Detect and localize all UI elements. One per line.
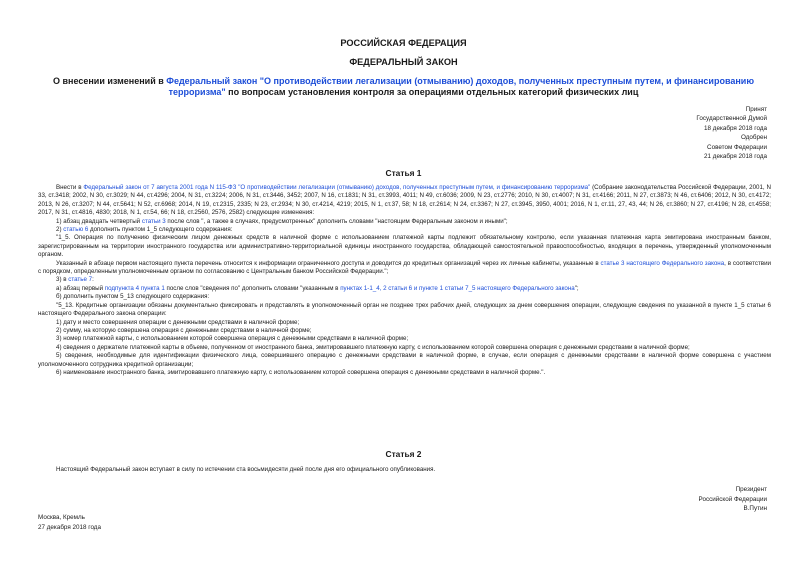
article-3-link[interactable]: статьи 3 [141, 217, 166, 225]
article-3-law-link[interactable]: статье 3 настоящего Федерального закона [600, 259, 725, 267]
paragraph-3b: б) дополнить пунктом 5_13 следующего содержания: [56, 293, 210, 301]
article-2-heading: Статья 2 [385, 449, 422, 459]
item-4: 4) сведения о держателе платежной карты в объеме, полученном от иностранного банка, эмитировавшего платежную карту, с использованием которой совершена операция с денежными средствами в наличной форме; [56, 343, 690, 351]
title-link[interactable]: Федеральный закон "О противодействии легализации (отмыванию) доходов, полученных преступным путем, и финансированию терроризма" [166, 76, 755, 97]
acceptance-block [696, 105, 767, 161]
paragraph-3: 3) в статье 7: [56, 276, 94, 284]
paragraph-2: 2) статью 6 дополнить пунктом 1_5 следующего содержания: [56, 226, 233, 234]
article-1-heading: Статья 1 [385, 168, 422, 178]
approved-body: Советом Федерации [707, 143, 767, 151]
paragraph-1-5: "1_5. Операция по получению физическим лицом денежных средств в наличной форме с использованием платежной карты подлежит обязательному контролю, если указанная платежная карта эмитирована иностранным банком, зарегистрированным на территории иностранного государства или административно-территориальной единицы иностранного государства, обладающей самостоятельной правоспособностью, входящих в перечень, утвержденный уполномоченным органом. [38, 234, 771, 259]
item-5: 5) сведения, необходимые для идентификации физического лица, совершившего операцию с денежными средствами в наличной форме, в случае, если операция с денежными средствами в наличной форме совершена с участием уполномоченного сотрудника кредитной организации; [38, 352, 771, 368]
law-title [40, 76, 767, 98]
accepted-label: Принят [745, 106, 767, 113]
item-1: 1) дату и место совершения операции с денежными средствами в наличной форме; [56, 318, 300, 326]
title-suffix: по вопросам установления контроля за операциями отдельных категорий физических лиц [225, 87, 639, 97]
paragraph-list-access: Указанный в абзаце первом настоящего пункта перечень относится к информации ограниченного доступа и доводится до кредитных организаций через их личные кабинеты, указанные в статье 3 настоящего Федерального закона, в соответствии с порядком, определенным уполномоченным органом по согласованию с Центральным банком Российской Федерации."; [38, 259, 771, 276]
article-6-link[interactable]: статью 6 [63, 226, 89, 234]
paragraph-1: 1) абзац двадцать четвертый статьи 3 после слов ", а также в случаях, предусмотренных" дополнить словами "настоящим Федеральным законом и иными"; [56, 217, 508, 225]
signature-country: Российской Федерации [698, 495, 767, 503]
signing-date: 27 декабря 2018 года [38, 523, 101, 531]
signature-title: Президент [735, 486, 767, 493]
article-1-intro: Внести в Федеральный закон от 7 августа 2001 года N 115-ФЗ "О противодействии легализации (отмыванию) доходов, полученных преступным путем, и финансированию терроризма" (Собрание законодательства Российской Федерации, 2001, N 33, ст.3418; 2002, N 30, ст.3029; N 44, ст.4296; 2004, N 31, ст.3224; 2006, N 31, ст.3446, 3452; 2007, N 16, ст.1831; N 31, ст.3993, 4011; N 49, ст.6036; 2009, N 23, ст.2776; 2010, N 30, ст.4007; N 31, ст.4166; 2011, N 27, ст.3873; N 46, ст.6406; 2012, N 30, ст.4172; 2013, N 26, ст.3207; N 44, ст.5641; N 52, ст.6968; 2014, N 19, ст.2315, 2335; N 23, ст.2934; N 30, ст.4214, 4219; 2015, N 1, ст.37, 58; N 18, ст.2614; N 24, ст.3367; N 27, ст.3945, 3950, 4001; 2016, N 1, ст.11, 27, 43, 44; N 26, ст.3860; N 27, ст.4196; N 28, ст.4558; 2017, N 31, ст.4816, 4830; 2018, N 1, ст.54, 66; N 18, ст.2560, 2576, 2582) следующие изменения: [38, 184, 771, 217]
place: Москва, Кремль [38, 514, 85, 521]
item-2: 2) сумму, на которую совершена операция с денежными средствами в наличной форме; [56, 326, 312, 334]
title-prefix: О внесении изменений в [52, 76, 167, 86]
accepted-body: Государственной Думой [696, 115, 767, 123]
subparagraph-4-link[interactable]: подпункта 4 пункта 1 [104, 284, 165, 292]
country-heading: РОССИЙСКАЯ ФЕДЕРАЦИЯ [340, 38, 467, 48]
article-1-body [38, 184, 771, 377]
article-2-body [38, 466, 771, 474]
article-7-link[interactable]: статье 7 [68, 276, 93, 284]
paragraph-3a: а) абзац первый подпункта 4 пункта 1 после слов "сведения по" дополнить словами "указанным в пунктах 1-1_4, 2 статьи 6 и пункте 1 статьи 7_5 настоящего Федерального закона"; [56, 284, 579, 292]
points-link[interactable]: пунктах 1-1_4, 2 статьи 6 и пункте 1 статьи 7_5 настоящего Федерального закона [340, 284, 575, 292]
place-date-block [38, 513, 101, 532]
article-2-text: Настоящий Федеральный закон вступает в силу по истечении ста восьмидесяти дней после дня его официального опубликования. [56, 466, 436, 473]
signature-name: В.Путин [743, 505, 767, 512]
item-6: 6) наименование иностранного банка, эмитировавшего платежную карту, с использованием которой совершена операция с денежными средствами в наличной форме.". [56, 368, 546, 376]
paragraph-5-13: "5_13. Кредитные организации обязаны документально фиксировать и представлять в уполномоченный орган не позднее трех рабочих дней, следующих за днем совершения операции, следующие сведения по указанной в пункте 1_5 статьи 6 настоящего Федерального закона операции: [38, 301, 771, 318]
signature-block [699, 485, 767, 514]
approved-label: Одобрен [740, 134, 767, 142]
item-3: 3) номер платежной карты, с использованием которой совершена операция с денежными средствами в наличной форме; [56, 335, 409, 343]
law-type-heading: ФЕДЕРАЛЬНЫЙ ЗАКОН [349, 57, 458, 67]
accepted-date: 18 декабря 2018 года [704, 124, 767, 132]
law-115-link[interactable]: Федеральный закон от 7 августа 2001 года N 115-ФЗ "О противодействии легализации (отмыванию) доходов, полученных преступным путем, и финансированию терроризма" [83, 184, 591, 191]
approved-date: 21 декабря 2018 года [704, 153, 767, 161]
